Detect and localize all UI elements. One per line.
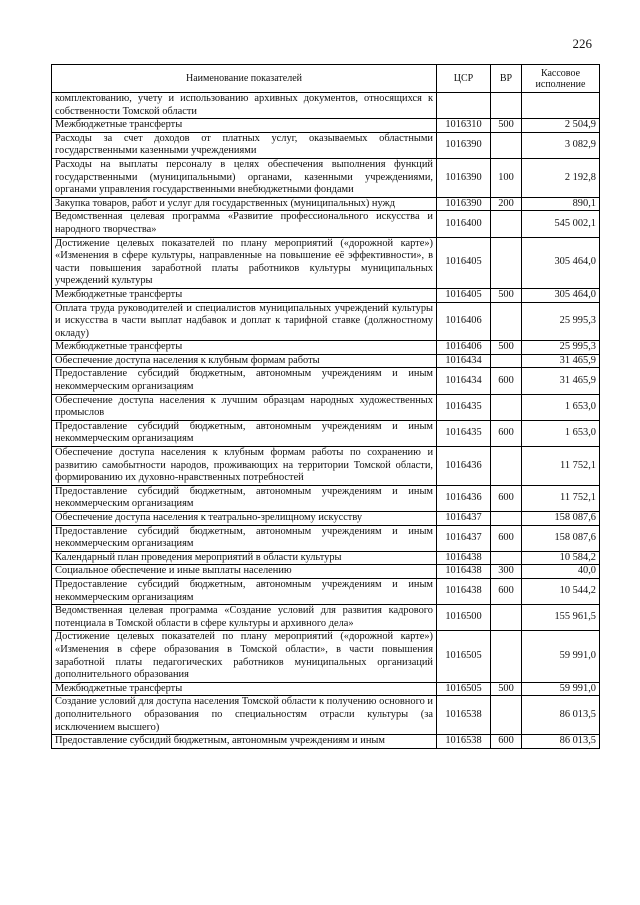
cell-sum: 10 544,2 xyxy=(522,578,600,604)
table-row xyxy=(52,119,600,133)
cell-csr: 1016500 xyxy=(437,605,491,631)
cell-name: Предоставление субсидий бюджетным, автономным учреждениям и иным некоммерческим организациям xyxy=(52,420,437,446)
table-row xyxy=(52,158,600,197)
cell-name: Достижение целевых показателей по плану мероприятий («дорожной карте») «Изменения в сфере образования в Томской области», в части повышения заработной платы педагогических работников муниципальных организаций дополнительного образования xyxy=(52,631,437,682)
cell-sum: 59 991,0 xyxy=(522,682,600,696)
cell-vr: 600 xyxy=(491,485,522,511)
cell-csr: 1016390 xyxy=(437,132,491,158)
cell-sum: 31 465,9 xyxy=(522,354,600,368)
cell-csr: 1016405 xyxy=(437,237,491,288)
cell-name: Обеспечение доступа населения к клубным формам работы xyxy=(52,354,437,368)
table-row xyxy=(52,197,600,211)
cell-csr: 1016538 xyxy=(437,696,491,735)
cell-vr xyxy=(491,605,522,631)
table-row xyxy=(52,682,600,696)
cell-name: Предоставление субсидий бюджетным, автономным учреждениям и иным некоммерческим организациям xyxy=(52,578,437,604)
cell-vr: 600 xyxy=(491,578,522,604)
cell-vr xyxy=(491,696,522,735)
cell-sum: 2 192,8 xyxy=(522,158,600,197)
cell-csr: 1016436 xyxy=(437,447,491,486)
cell-sum: 305 464,0 xyxy=(522,237,600,288)
cell-vr xyxy=(491,302,522,341)
cell-vr xyxy=(491,354,522,368)
cell-sum: 25 995,3 xyxy=(522,302,600,341)
table-row xyxy=(52,93,600,119)
cell-name: Ведомственная целевая программа «Развитие профессионального искусства и народного творчества» xyxy=(52,211,437,237)
cell-csr: 1016538 xyxy=(437,735,491,749)
cell-csr: 1016438 xyxy=(437,551,491,565)
cell-sum: 31 465,9 xyxy=(522,368,600,394)
cell-sum: 158 087,6 xyxy=(522,525,600,551)
cell-csr: 1016437 xyxy=(437,512,491,526)
cell-name: Предоставление субсидий бюджетным, автономным учреждениям и иным xyxy=(52,735,437,749)
cell-vr: 200 xyxy=(491,197,522,211)
table-row xyxy=(52,447,600,486)
header-row xyxy=(52,65,600,93)
cell-name: комплектованию, учету и использованию архивных документов, относящихся к собственности Томской области xyxy=(52,93,437,119)
table-row xyxy=(52,485,600,511)
table-row xyxy=(52,211,600,237)
cell-csr: 1016400 xyxy=(437,211,491,237)
table-row xyxy=(52,341,600,355)
cell-name: Социальное обеспечение и иные выплаты населению xyxy=(52,565,437,579)
table-row xyxy=(52,696,600,735)
table-row xyxy=(52,578,600,604)
table-row xyxy=(52,237,600,288)
cell-vr: 600 xyxy=(491,525,522,551)
cell-vr xyxy=(491,447,522,486)
table-header xyxy=(52,65,600,93)
cell-sum: 86 013,5 xyxy=(522,735,600,749)
cell-csr: 1016505 xyxy=(437,631,491,682)
cell-sum: 1 653,0 xyxy=(522,394,600,420)
cell-csr: 1016435 xyxy=(437,394,491,420)
table-row xyxy=(52,394,600,420)
cell-sum: 155 961,5 xyxy=(522,605,600,631)
cell-name: Обеспечение доступа населения к клубным формам работы по сохранению и развитию самобытности народов, проживающих на территории Томской области, формированию их духовно-нравственных потребностей xyxy=(52,447,437,486)
cell-name: Обеспечение доступа населения к лучшим образцам народных художественных промыслов xyxy=(52,394,437,420)
cell-csr: 1016505 xyxy=(437,682,491,696)
cell-name: Предоставление субсидий бюджетным, автономным учреждениям и иным некоммерческим организациям xyxy=(52,485,437,511)
cell-name: Создание условий для доступа населения Томской области к получению основного и дополнительного образования по специальностям отрасли культуры (за исключением высшего) xyxy=(52,696,437,735)
cell-vr xyxy=(491,394,522,420)
cell-csr xyxy=(437,93,491,119)
cell-vr: 500 xyxy=(491,119,522,133)
cell-vr: 500 xyxy=(491,682,522,696)
cell-name: Оплата труда руководителей и специалистов муниципальных учреждений культуры и искусства в части выплат надбавок и доплат к тарифной ставке (должностному окладу) xyxy=(52,302,437,341)
page-number: 226 xyxy=(572,36,592,51)
table-row xyxy=(52,132,600,158)
cell-name: Предоставление субсидий бюджетным, автономным учреждениям и иным некоммерческим организациям xyxy=(52,368,437,394)
column-header-csr: ЦСР xyxy=(437,65,491,93)
cell-vr: 600 xyxy=(491,368,522,394)
budget-execution-table xyxy=(51,64,600,749)
cell-sum: 11 752,1 xyxy=(522,485,600,511)
cell-name: Достижение целевых показателей по плану мероприятий («дорожной карте») «Изменения в сфере культуры, направленные на повышение её эффективности», в части повышения заработной платы работников культуры муниципальных учреждений культуры xyxy=(52,237,437,288)
cell-csr: 1016438 xyxy=(437,578,491,604)
cell-name: Обеспечение доступа населения к театрально-зрелищному искусству xyxy=(52,512,437,526)
cell-csr: 1016390 xyxy=(437,197,491,211)
cell-vr xyxy=(491,237,522,288)
cell-vr xyxy=(491,93,522,119)
cell-name: Закупка товаров, работ и услуг для государственных (муниципальных) нужд xyxy=(52,197,437,211)
cell-csr: 1016438 xyxy=(437,565,491,579)
cell-vr xyxy=(491,551,522,565)
cell-csr: 1016406 xyxy=(437,302,491,341)
cell-sum: 2 504,9 xyxy=(522,119,600,133)
table-row xyxy=(52,551,600,565)
table-row xyxy=(52,420,600,446)
table-row xyxy=(52,565,600,579)
table-row xyxy=(52,631,600,682)
cell-vr: 500 xyxy=(491,288,522,302)
table-row xyxy=(52,354,600,368)
table-row xyxy=(52,735,600,749)
column-header-sum: Кассовое исполнение xyxy=(522,65,600,93)
cell-sum: 1 653,0 xyxy=(522,420,600,446)
cell-name: Расходы на выплаты персоналу в целях обеспечения выполнения функций государственными (муниципальными) органами, казенными учреждениями, органами управления государственными внебюджетными фондами xyxy=(52,158,437,197)
table-row xyxy=(52,512,600,526)
cell-vr: 600 xyxy=(491,420,522,446)
cell-csr: 1016434 xyxy=(437,354,491,368)
cell-vr xyxy=(491,211,522,237)
cell-csr: 1016390 xyxy=(437,158,491,197)
cell-name: Межбюджетные трансферты xyxy=(52,682,437,696)
column-header-name: Наименование показателей xyxy=(52,65,437,93)
cell-sum: 40,0 xyxy=(522,565,600,579)
cell-name: Межбюджетные трансферты xyxy=(52,341,437,355)
table-row xyxy=(52,368,600,394)
cell-sum: 10 584,2 xyxy=(522,551,600,565)
cell-name: Календарный план проведения мероприятий в области культуры xyxy=(52,551,437,565)
cell-sum: 11 752,1 xyxy=(522,447,600,486)
cell-csr: 1016437 xyxy=(437,525,491,551)
column-header-vr: ВР xyxy=(491,65,522,93)
cell-sum xyxy=(522,93,600,119)
cell-csr: 1016405 xyxy=(437,288,491,302)
cell-vr: 600 xyxy=(491,735,522,749)
cell-sum: 890,1 xyxy=(522,197,600,211)
cell-sum: 3 082,9 xyxy=(522,132,600,158)
cell-vr: 300 xyxy=(491,565,522,579)
cell-name: Межбюджетные трансферты xyxy=(52,288,437,302)
cell-sum: 158 087,6 xyxy=(522,512,600,526)
cell-vr: 500 xyxy=(491,341,522,355)
cell-csr: 1016435 xyxy=(437,420,491,446)
cell-vr xyxy=(491,631,522,682)
cell-name: Межбюджетные трансферты xyxy=(52,119,437,133)
cell-sum: 545 002,1 xyxy=(522,211,600,237)
cell-sum: 59 991,0 xyxy=(522,631,600,682)
cell-name: Ведомственная целевая программа «Создание условий для развития кадрового потенциала в Томской области в сфере культуры и архивного дела» xyxy=(52,605,437,631)
table-row xyxy=(52,605,600,631)
cell-sum: 86 013,5 xyxy=(522,696,600,735)
cell-vr xyxy=(491,512,522,526)
cell-vr: 100 xyxy=(491,158,522,197)
cell-sum: 25 995,3 xyxy=(522,341,600,355)
cell-name: Расходы за счет доходов от платных услуг, оказываемых областными государственными казенными учреждениями xyxy=(52,132,437,158)
table-row xyxy=(52,288,600,302)
table-row xyxy=(52,525,600,551)
cell-vr xyxy=(491,132,522,158)
cell-name: Предоставление субсидий бюджетным, автономным учреждениям и иным некоммерческим организациям xyxy=(52,525,437,551)
cell-csr: 1016436 xyxy=(437,485,491,511)
cell-sum: 305 464,0 xyxy=(522,288,600,302)
cell-csr: 1016434 xyxy=(437,368,491,394)
table-body xyxy=(52,93,600,749)
cell-csr: 1016406 xyxy=(437,341,491,355)
cell-csr: 1016310 xyxy=(437,119,491,133)
table-row xyxy=(52,302,600,341)
